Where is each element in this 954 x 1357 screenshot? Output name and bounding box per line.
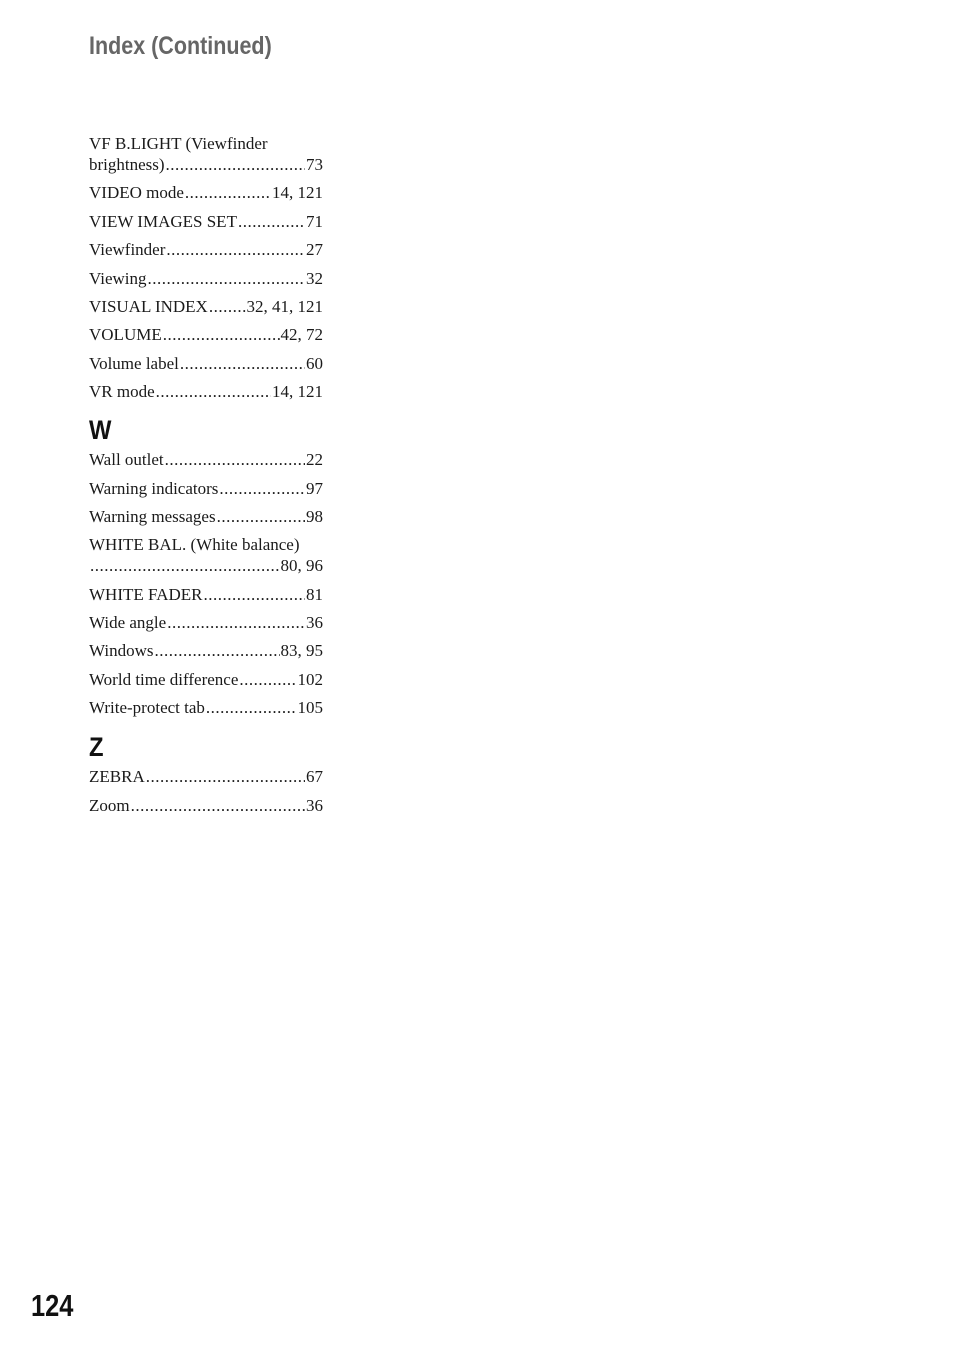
index-entry-pages: 36 [306,795,323,815]
dot-leader [163,324,280,345]
dot-leader [209,296,246,317]
index-column [89,133,323,823]
index-entry-pages: 102 [297,669,323,689]
dot-leader [238,211,305,232]
index-entry [89,669,323,690]
section-letter-heading: W [89,415,112,446]
index-entry [89,584,323,605]
section-letter-heading: Z [89,732,104,763]
index-entry [89,506,323,527]
index-entry [89,478,323,499]
index-entry-pages: 98 [306,506,323,526]
index-entry [89,268,323,289]
index-entry-pages: 105 [297,698,323,718]
index-entry [89,640,323,661]
index-entry-pages: 14, 121 [272,183,323,203]
index-entry-term: Warning indicators [89,478,219,498]
index-entry [89,766,323,787]
index-entry-term: Write-protect tab [89,698,205,718]
index-entry-term: ZEBRA [89,767,145,787]
dot-leader [90,555,280,576]
dot-leader [185,182,271,203]
index-entry [89,211,323,232]
index-section-w [89,414,323,718]
dot-leader [206,697,297,718]
index-entry-pages: 32, 41, 121 [246,296,323,316]
index-entry [89,296,323,317]
index-entry [89,449,323,470]
index-entry-term: Volume label [89,353,179,373]
index-entry-pages: 81 [306,584,323,604]
dot-leader [156,381,271,402]
index-entry-term: Wall outlet [89,450,164,470]
index-entry [89,182,323,203]
index-entry-pages: 60 [306,353,323,373]
index-entry-term-line1: WHITE BAL. (White balance) [89,535,300,555]
index-entry-term: VIEW IMAGES SET [89,211,237,231]
index-entry-term-line1: VF B.LIGHT (Viewfinder [89,134,268,153]
index-section-z [89,731,323,815]
index-entry [89,534,323,576]
index-entry [89,612,323,633]
index-entry-term: Viewfinder [89,240,166,260]
index-entry [89,239,323,260]
index-entry-term: World time difference [89,669,239,689]
index-entry [89,133,323,175]
dot-leader [217,506,305,527]
index-entry-pages: 73 [306,155,323,174]
dot-leader [167,612,305,633]
index-entry-pages: 36 [306,613,323,633]
dot-leader [239,669,296,690]
index-section-v [89,133,323,402]
dot-leader [146,766,305,787]
index-entry [89,324,323,345]
index-entry [89,795,323,816]
page-number: 124 [31,1288,74,1323]
page-title: Index (Continued) [89,32,272,60]
dot-leader [165,449,305,470]
dot-leader [203,584,305,605]
dot-leader [131,795,305,816]
index-entry-term: VIDEO mode [89,183,184,203]
index-entry-pages: 71 [306,211,323,231]
index-entry-term: VOLUME [89,325,162,345]
index-entry [89,381,323,402]
index-entry-term: Windows [89,641,154,661]
index-entry-pages: 80, 96 [280,556,323,576]
dot-leader [219,478,305,499]
dot-leader [166,239,305,260]
index-entry-term: Viewing [89,268,147,288]
index-entry-term: WHITE FADER [89,584,203,604]
dot-leader [148,268,305,289]
index-entry-term: Wide angle [89,613,167,633]
index-entry-term: Warning messages [89,506,216,526]
index-entry-term: brightness) [89,155,165,174]
index-entry [89,697,323,718]
index-entry-term: Zoom [89,795,130,815]
index-entry-term: VR mode [89,382,155,402]
dot-leader [154,640,279,661]
index-entry-pages: 83, 95 [280,641,323,661]
index-entry-term: VISUAL INDEX [89,296,208,316]
dot-leader [180,353,305,374]
index-entry-pages: 32 [306,268,323,288]
index-entry-pages: 42, 72 [280,325,323,345]
index-entry-pages: 27 [306,240,323,260]
index-entry-pages: 22 [306,450,323,470]
index-entry [89,353,323,374]
index-entry-pages: 14, 121 [272,382,323,402]
dot-leader [166,154,305,175]
index-entry-pages: 67 [306,767,323,787]
index-entry-pages: 97 [306,478,323,498]
